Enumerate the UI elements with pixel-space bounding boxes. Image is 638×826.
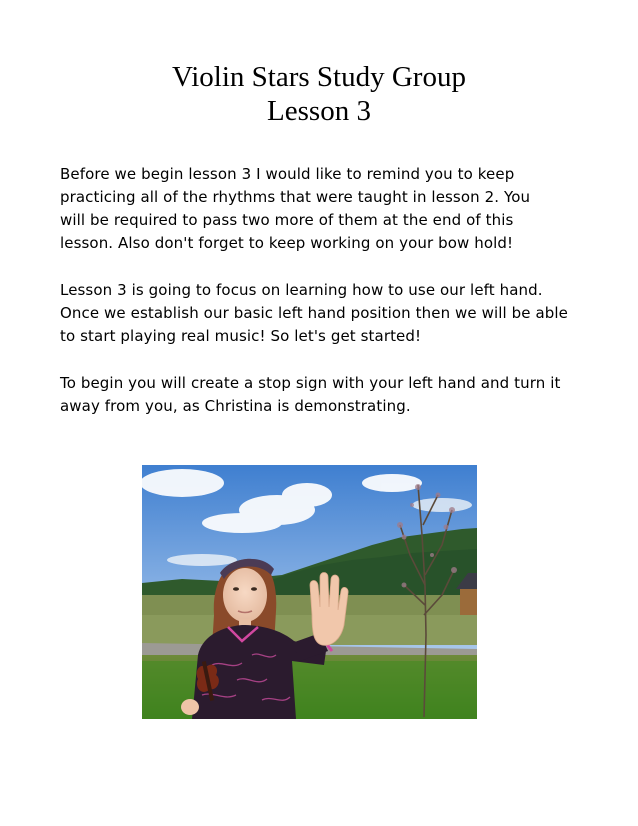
photo-left-hand-demonstration [142, 465, 477, 719]
paragraph-instructions: To begin you will create a stop sign with your left hand and turn it away from you, as Christina is demonstrating. [60, 374, 561, 415]
title-line-1: Violin Stars Study Group [172, 61, 466, 93]
document-title [0, 60, 638, 128]
paragraph-lesson-focus: Lesson 3 is going to focus on learning how to use our left hand. Once we establish our basic left hand position then we will be able to start playing real music! So let's get started! [60, 281, 568, 345]
paragraph-reminder: Before we begin lesson 3 I would like to remind you to keep practicing all of the rhythms that were taught in lesson 2. You will be required to pass two more of them at the end of this lesson. Also don't forget to keep working on your bow hold! [60, 165, 531, 252]
title-line-2: Lesson 3 [267, 95, 371, 127]
